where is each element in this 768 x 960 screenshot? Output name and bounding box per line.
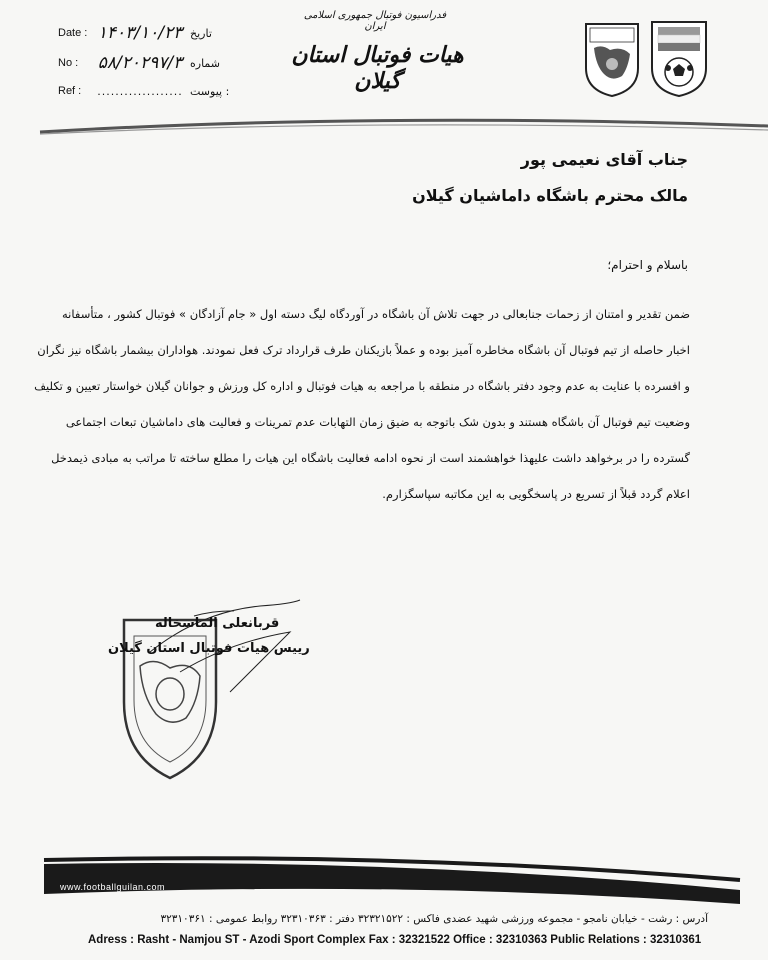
number-value: ۵۸/۲۰۲۹۷/۳ [97,53,183,73]
addressee-name: جناب آقای نعیمی پور [520,150,688,169]
signatory-title: رییس هیات فوتبال استان گیلان [108,641,310,656]
addressee-title: مالک محترم باشگاه داماشیان گیلان [412,186,688,205]
body-line: و افسرده با عنایت به عدم وجود دفتر باشگاه در منطقه با مراجعه به هیات فوتبال و اداره کل ورزش و جوانان گیلان خواستار تعیین و تکلیف [34,379,690,393]
body-line: اخبار حاصله از تیم فوتبال آن باشگاه مخاطره آمیز بوده و عملاً بازیکنان طرف قرارداد ترک فعل نمودند. هواداران بیشمار باشگاه نیز نگران [37,343,690,357]
signatory-name: قربانعلی الماسخاله [155,616,280,631]
body-line: اعلام گردد قبلاً از تسریع در پاسخگویی به این مکاتبه سپاسگزارم. [382,487,690,501]
letter-body [34,296,690,512]
org-title: هیات فوتبال استان گیلان [291,42,464,94]
gilan-association-logo [582,20,642,102]
header-divider [0,108,768,138]
date-label-fa: تاریخ [190,26,212,40]
federation-name: فدراسیون فوتبال جمهوری اسلامی ایران [303,10,447,32]
ref-dots: ................... [97,84,183,98]
website-link[interactable]: www.footballguilan.com [60,882,166,892]
number-label-fa: شماره [190,56,221,70]
address-persian: آدرس : رشت - خیابان نامجو - مجموعه ورزشی شهید عضدی فاکس : ۳۲۳۲۱۵۲۲ دفتر : ۳۲۳۱۰۳۶۳ روابط عمومی : ۳۲۳۱۰۳۶۱ [160,913,708,925]
number-row [58,54,220,72]
ref-label-fa: : پیوست [190,84,230,98]
footer-band [0,850,768,910]
greeting: باسلام و احترام؛ [607,258,688,272]
ref-label-en: Ref : [58,85,82,97]
body-line: ضمن تقدیر و امتنان از زحمات جنابعالی در جهت تلاش آن باشگاه در آوردگاه لیگ دسته اول « جام آزادگان » فوتبال کشور ، متأسفانه [62,307,690,321]
number-label-en: No : [58,57,79,69]
federation-logo [648,18,710,102]
address-english: Adress : Rasht - Namjou ST - Azodi Sport Complex Fax : 32321522 Office : 32310363 Public Relations : 32310361 [88,934,702,946]
date-label-en: Date : [58,27,88,39]
date-row [58,24,212,42]
body-line: گسترده را در برخواهد داشت علیهذا خواهشمند است از نحوه ادامه فعالیت باشگاه این هیات را مطلع ساخته تا مراتب به مبادی ذیمدخل [51,451,690,465]
attachment-row [58,82,229,100]
date-value: ۱۴۰۳/۱۰/۲۳ [97,23,183,43]
body-line: وضعیت تیم فوتبال آن باشگاه هستند و بدون شک باتوجه به ضیق زمان التهابات عدم تمرینات و فعالیت های داماشیان تبعات اجتماعی [65,415,690,429]
